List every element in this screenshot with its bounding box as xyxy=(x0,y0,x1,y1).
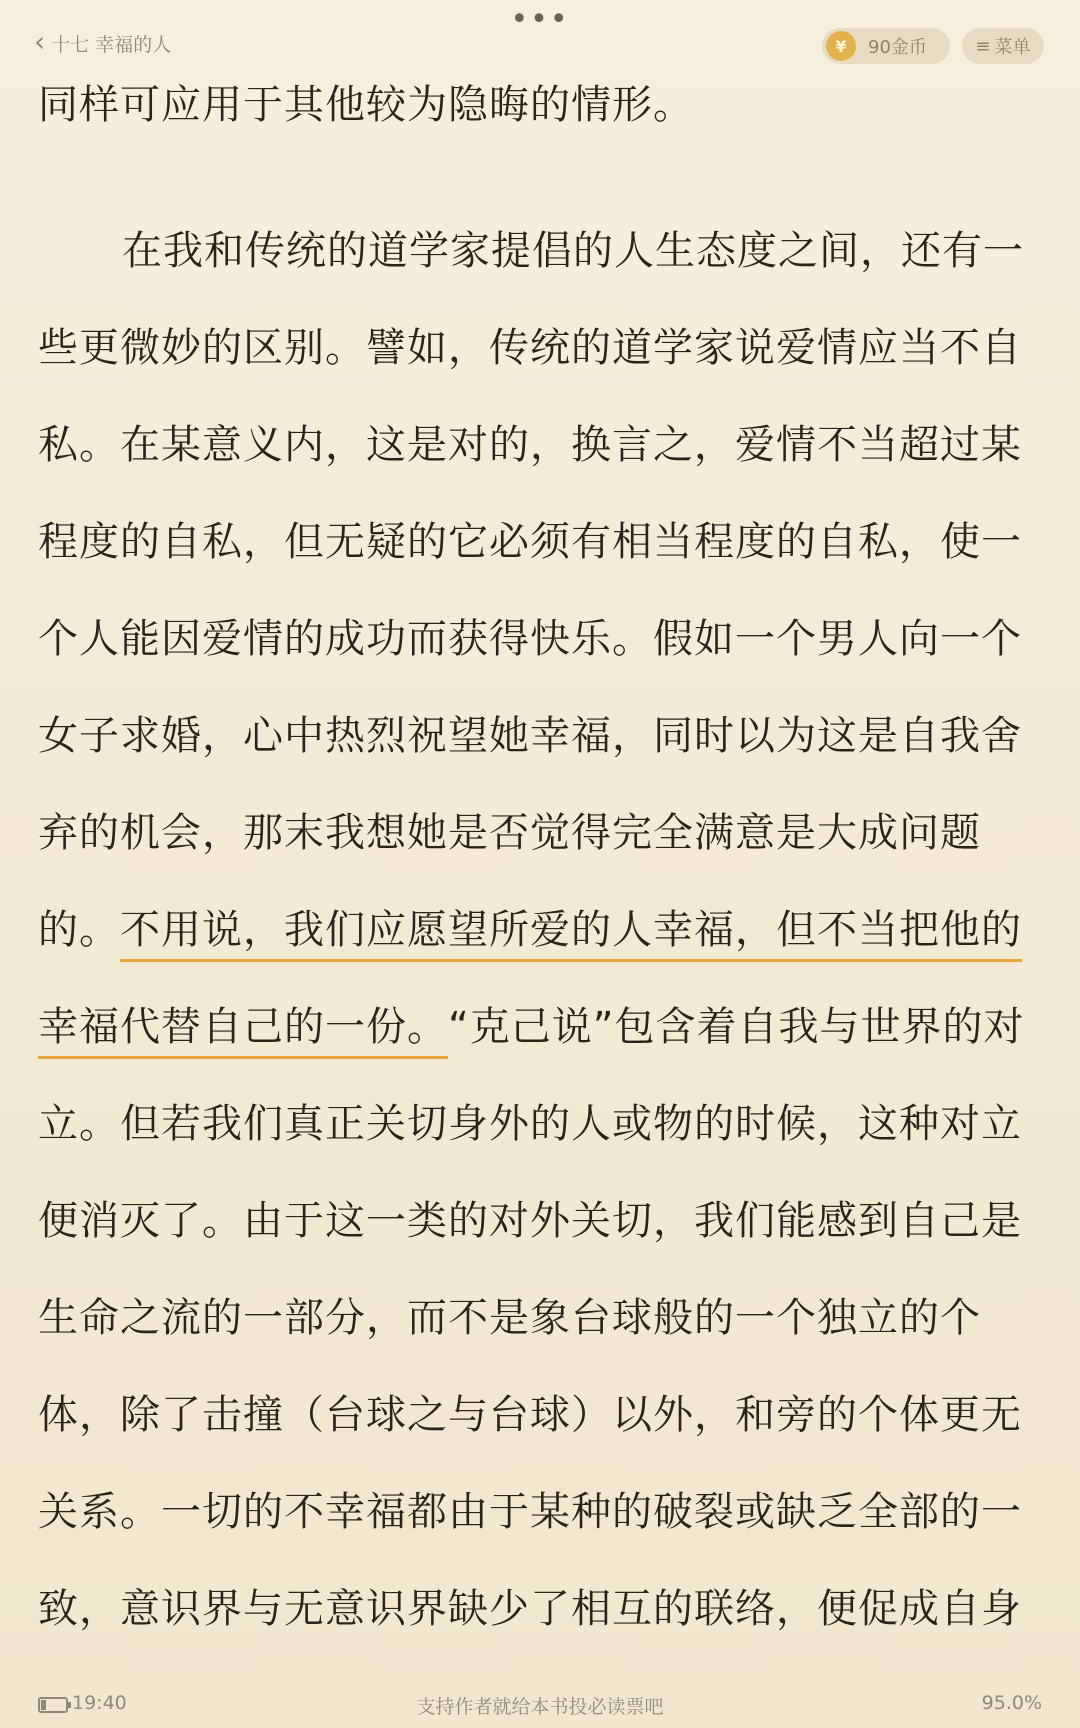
chevron-left-icon: ‹ xyxy=(34,24,46,58)
text-line: 在我和传统的道学家提倡的人生态度之间，还有一 xyxy=(122,228,1024,274)
text-line: 便消灭了。由于这一类的对外关切，我们能感到自己是 xyxy=(38,1198,1022,1244)
reading-progress: 95.0% xyxy=(981,1692,1042,1714)
back-button[interactable] xyxy=(34,24,172,58)
text-line: 程度的自私，但无疑的它必须有相当程度的自私，使一 xyxy=(38,519,1022,565)
more-dots-icon[interactable]: ••• xyxy=(510,2,570,37)
support-vote-link[interactable]: 支持作者就给本书投必读票吧 xyxy=(416,1696,664,1718)
text-line xyxy=(38,882,1050,979)
text-line: 体，除了击撞（台球之与台球）以外，和旁的个体更无 xyxy=(38,1392,1022,1438)
coin-icon: ¥ xyxy=(826,31,856,61)
highlighted-text[interactable]: 幸福代替自己的一份。 xyxy=(38,1004,448,1059)
coins-button[interactable] xyxy=(822,28,950,64)
coins-label: 90金币 xyxy=(868,37,927,58)
highlighted-text[interactable]: 不用说，我们应愿望所爱的人幸福，但不当把他的 xyxy=(120,907,1022,962)
text-line: 致，意识界与无意识界缺少了相互的联络，便促成自身 xyxy=(38,1586,1022,1632)
top-bar xyxy=(0,0,1080,80)
clock-time: 19:40 xyxy=(72,1692,127,1714)
text-line: 些更微妙的区别。譬如，传统的道学家说爱情应当不自 xyxy=(38,325,1022,371)
text-segment: 的。 xyxy=(38,907,120,953)
text-line: 女子求婚，心中热烈祝望她幸福，同时以为这是自我舍 xyxy=(38,713,1022,759)
text-line: 个人能因爱情的成功而获得快乐。假如一个男人向一个 xyxy=(38,616,1022,662)
text-line: 私。在某意义内，这是对的，换言之，爱情不当超过某 xyxy=(38,422,1022,468)
menu-label: 菜单 xyxy=(994,37,1031,58)
text-line: 关系。一切的不幸福都由于某种的破裂或缺乏全部的一 xyxy=(38,1489,1022,1535)
text-line: 立。但若我们真正关切身外的人或物的时候，这种对立 xyxy=(38,1101,1022,1147)
menu-icon: ≡ xyxy=(975,35,991,57)
reader-content xyxy=(38,70,1050,1658)
text-line: 生命之流的一部分，而不是象台球般的一个独立的个 xyxy=(38,1295,981,1341)
status-footer xyxy=(0,1684,1080,1724)
text-line xyxy=(38,979,1050,1076)
menu-button[interactable] xyxy=(962,28,1044,64)
chapter-title: 十七 幸福的人 xyxy=(51,34,172,56)
text-segment: “克己说”包含着自我与世界的对 xyxy=(448,1004,1025,1050)
text-line: 同样可应用于其他较为隐晦的情形。 xyxy=(38,82,694,128)
text-line: 弃的机会，那末我想她是否觉得完全满意是大成问题 xyxy=(38,810,981,856)
